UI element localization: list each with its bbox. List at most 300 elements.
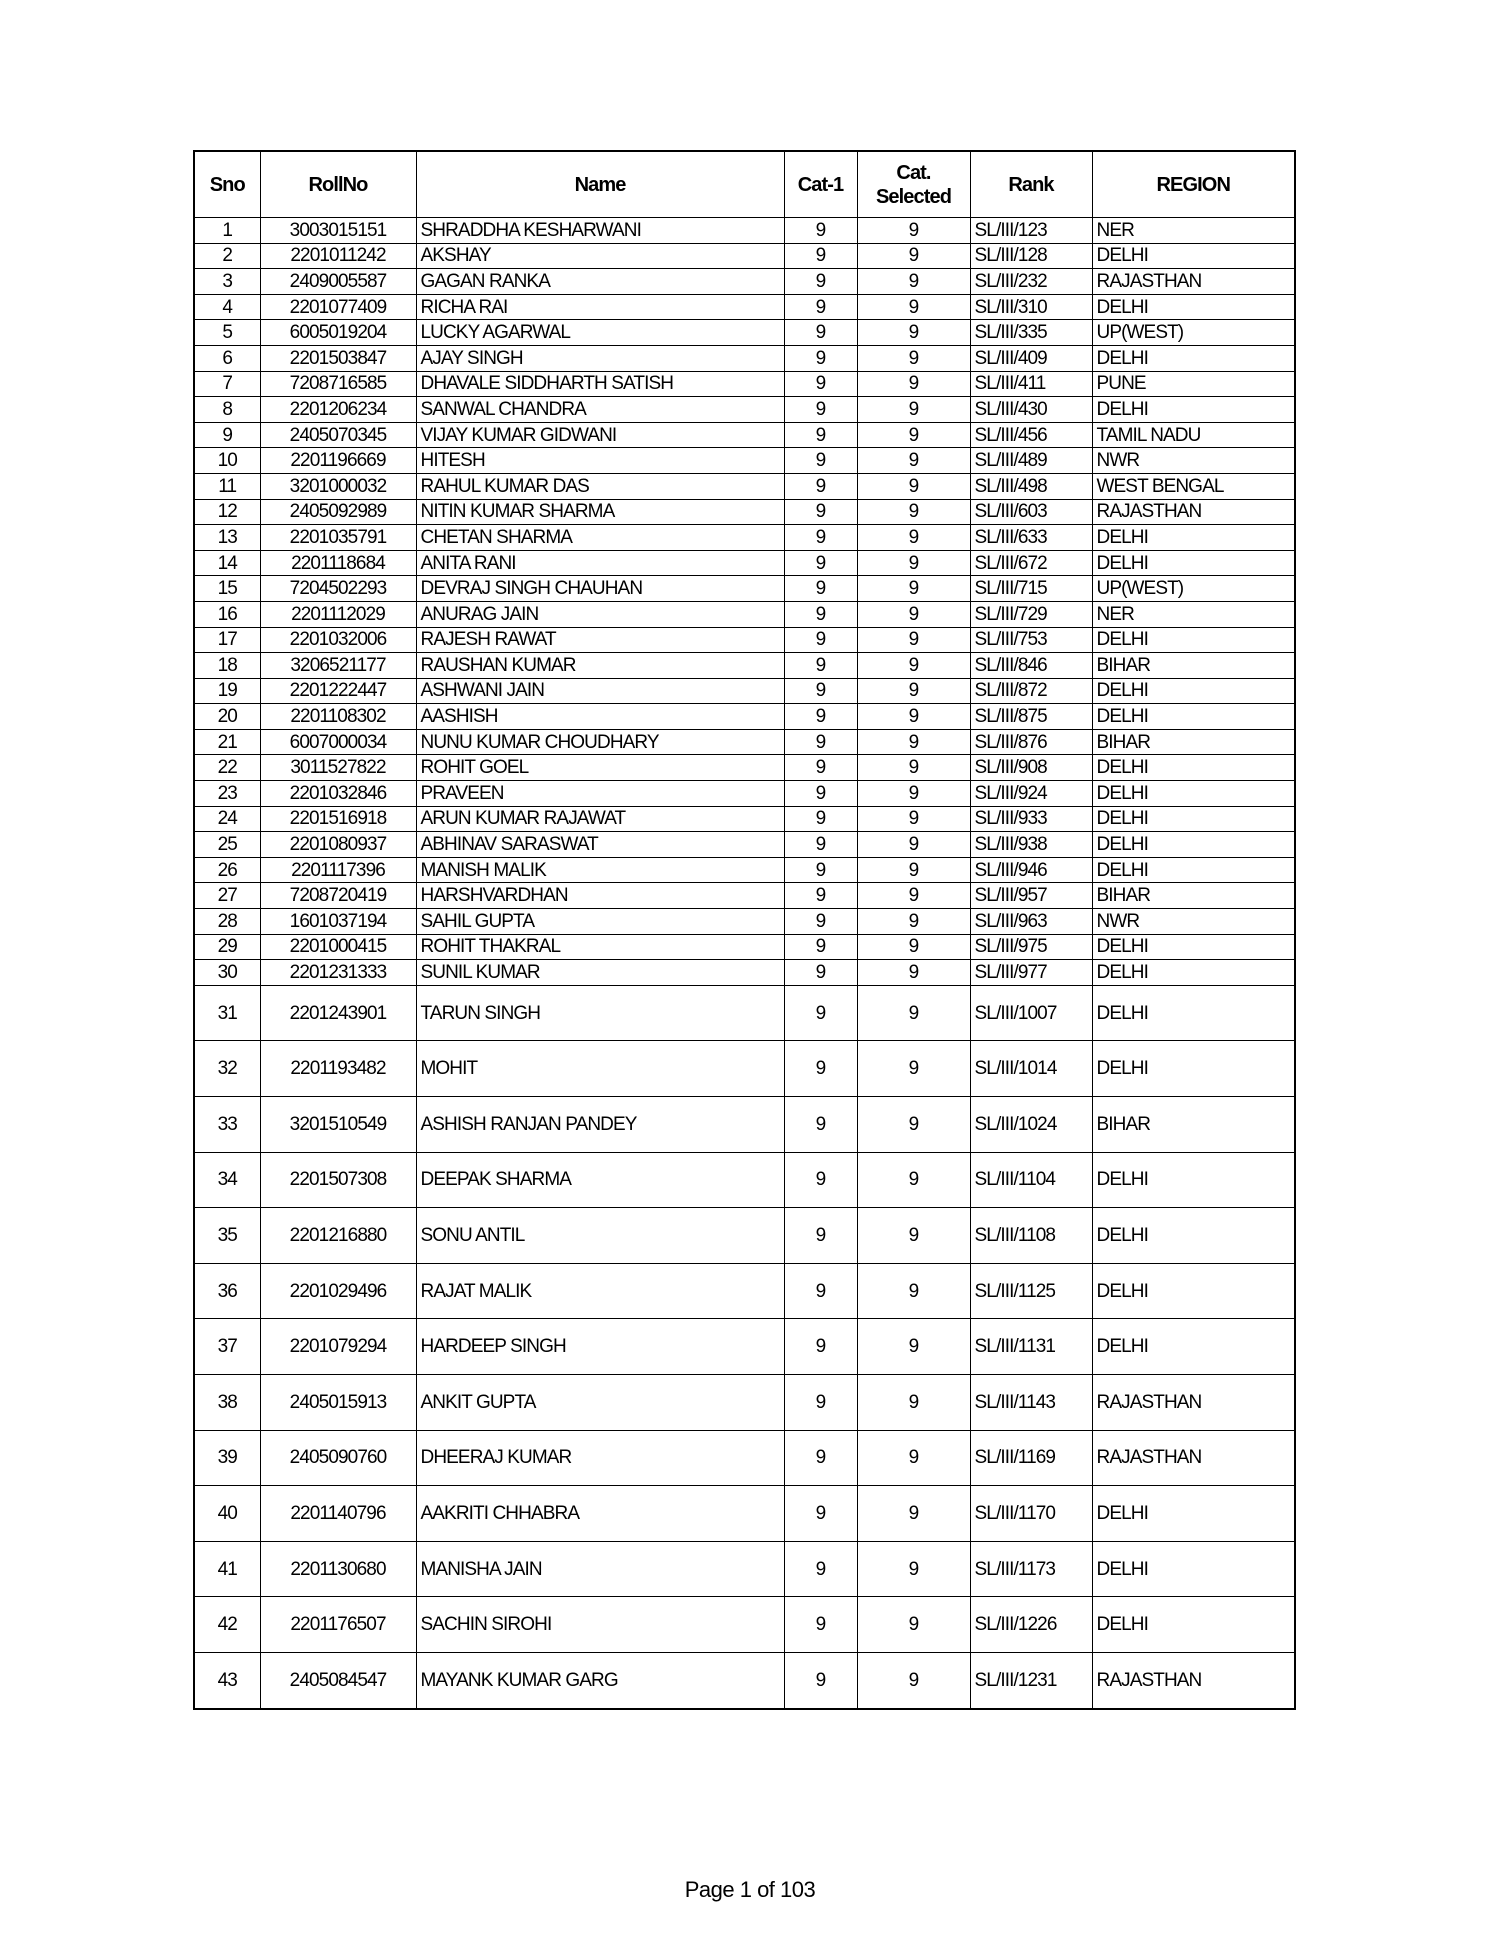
cell-sno: 22 [194, 755, 260, 781]
cell-cat1: 9 [784, 448, 857, 474]
table-row [194, 1541, 1295, 1597]
cell-region: UP(WEST) [1092, 320, 1295, 346]
table-row [194, 678, 1295, 704]
cell-cat1: 9 [784, 704, 857, 730]
cell-name: SUNIL KUMAR [416, 960, 784, 986]
cell-name: SHRADDHA KESHARWANI [416, 218, 784, 244]
cell-cat1: 9 [784, 729, 857, 755]
cell-cat1: 9 [784, 1597, 857, 1653]
cell-cat1: 9 [784, 1097, 857, 1153]
cell-rollno: 2201243901 [260, 985, 416, 1041]
cell-rollno: 2201079294 [260, 1319, 416, 1375]
cell-rollno: 2405092989 [260, 499, 416, 525]
cell-sno: 4 [194, 294, 260, 320]
cell-name: ROHIT GOEL [416, 755, 784, 781]
cell-region: DELHI [1092, 1041, 1295, 1097]
cell-name: DHAVALE SIDDHARTH SATISH [416, 371, 784, 397]
cell-sno: 14 [194, 550, 260, 576]
cell-rollno: 2201176507 [260, 1597, 416, 1653]
cell-cat-selected: 9 [857, 1374, 970, 1430]
table-row [194, 934, 1295, 960]
table-row [194, 1208, 1295, 1264]
cell-cat1: 9 [784, 397, 857, 423]
cell-sno: 11 [194, 473, 260, 499]
cell-cat1: 9 [784, 1208, 857, 1264]
cell-region: DELHI [1092, 781, 1295, 807]
cell-cat-selected: 9 [857, 1208, 970, 1264]
cell-rollno: 2201503847 [260, 345, 416, 371]
cell-name: SAHIL GUPTA [416, 909, 784, 935]
cell-rollno: 3206521177 [260, 653, 416, 679]
cell-rank: SL/III/975 [970, 934, 1092, 960]
cell-rank: SL/III/924 [970, 781, 1092, 807]
cell-rollno: 6007000034 [260, 729, 416, 755]
cell-cat-selected: 9 [857, 397, 970, 423]
cell-region: DELHI [1092, 550, 1295, 576]
cell-name: DEEPAK SHARMA [416, 1152, 784, 1208]
cell-cat-selected: 9 [857, 1263, 970, 1319]
cell-sno: 2 [194, 243, 260, 269]
cell-rollno: 2201112029 [260, 601, 416, 627]
cell-name: DHEERAJ KUMAR [416, 1430, 784, 1486]
cell-cat-selected: 9 [857, 934, 970, 960]
cell-cat-selected: 9 [857, 601, 970, 627]
cell-rollno: 7208720419 [260, 883, 416, 909]
cell-rank: SL/III/846 [970, 653, 1092, 679]
results-table [193, 150, 1296, 1710]
cell-region: PUNE [1092, 371, 1295, 397]
cell-rollno: 2201507308 [260, 1152, 416, 1208]
cell-rank: SL/III/1108 [970, 1208, 1092, 1264]
cell-cat1: 9 [784, 499, 857, 525]
cell-region: RAJASTHAN [1092, 499, 1295, 525]
cell-cat-selected: 9 [857, 448, 970, 474]
cell-cat1: 9 [784, 1041, 857, 1097]
cell-rollno: 2201035791 [260, 525, 416, 551]
cell-rank: SL/III/1131 [970, 1319, 1092, 1375]
cell-name: MANISHA JAIN [416, 1541, 784, 1597]
table-row [194, 422, 1295, 448]
cell-region: DELHI [1092, 294, 1295, 320]
cell-cat1: 9 [784, 653, 857, 679]
cell-sno: 34 [194, 1152, 260, 1208]
table-row [194, 1263, 1295, 1319]
cell-sno: 35 [194, 1208, 260, 1264]
table-row [194, 729, 1295, 755]
cell-cat1: 9 [784, 1152, 857, 1208]
cell-sno: 19 [194, 678, 260, 704]
table-row [194, 576, 1295, 602]
cell-sno: 10 [194, 448, 260, 474]
cell-rank: SL/III/938 [970, 832, 1092, 858]
table-row [194, 781, 1295, 807]
cell-region: DELHI [1092, 985, 1295, 1041]
page-number: Page 1 of 103 [684, 1877, 816, 1902]
cell-cat1: 9 [784, 755, 857, 781]
cell-sno: 21 [194, 729, 260, 755]
cell-name: MANISH MALIK [416, 857, 784, 883]
cell-rank: SL/III/1007 [970, 985, 1092, 1041]
cell-region: NER [1092, 601, 1295, 627]
cell-cat1: 9 [784, 601, 857, 627]
cell-name: GAGAN RANKA [416, 269, 784, 295]
cell-cat1: 9 [784, 345, 857, 371]
header-cat-selected-line2: Selected [875, 185, 952, 208]
cell-rank: SL/III/411 [970, 371, 1092, 397]
cell-name: ARUN KUMAR RAJAWAT [416, 806, 784, 832]
cell-region: DELHI [1092, 1263, 1295, 1319]
cell-region: DELHI [1092, 1486, 1295, 1542]
cell-rollno: 2405015913 [260, 1374, 416, 1430]
cell-rollno: 2201130680 [260, 1541, 416, 1597]
cell-cat-selected: 9 [857, 653, 970, 679]
cell-sno: 43 [194, 1652, 260, 1708]
cell-rank: SL/III/729 [970, 601, 1092, 627]
header-cat-selected-line1: Cat. [896, 161, 931, 184]
cell-rank: SL/III/946 [970, 857, 1092, 883]
cell-cat1: 9 [784, 422, 857, 448]
cell-sno: 1 [194, 218, 260, 244]
cell-sno: 37 [194, 1319, 260, 1375]
cell-region: DELHI [1092, 345, 1295, 371]
cell-sno: 42 [194, 1597, 260, 1653]
cell-name: LUCKY AGARWAL [416, 320, 784, 346]
table-row [194, 1430, 1295, 1486]
cell-region: DELHI [1092, 243, 1295, 269]
table-row [194, 499, 1295, 525]
cell-cat-selected: 9 [857, 1097, 970, 1153]
cell-name: ASHISH RANJAN PANDEY [416, 1097, 784, 1153]
table-row [194, 1097, 1295, 1153]
cell-region: BIHAR [1092, 1097, 1295, 1153]
cell-cat1: 9 [784, 960, 857, 986]
cell-sno: 30 [194, 960, 260, 986]
cell-name: DEVRAJ SINGH CHAUHAN [416, 576, 784, 602]
cell-sno: 16 [194, 601, 260, 627]
cell-rank: SL/III/1143 [970, 1374, 1092, 1430]
cell-rollno: 2201196669 [260, 448, 416, 474]
header-rollno: RollNo [260, 151, 416, 218]
cell-cat1: 9 [784, 371, 857, 397]
cell-rollno: 2405090760 [260, 1430, 416, 1486]
cell-region: DELHI [1092, 627, 1295, 653]
cell-name: RAJESH RAWAT [416, 627, 784, 653]
cell-cat1: 9 [784, 678, 857, 704]
cell-name: AJAY SINGH [416, 345, 784, 371]
cell-region: DELHI [1092, 1152, 1295, 1208]
cell-cat1: 9 [784, 320, 857, 346]
cell-rollno: 2201029496 [260, 1263, 416, 1319]
cell-sno: 17 [194, 627, 260, 653]
cell-sno: 13 [194, 525, 260, 551]
table-row [194, 1597, 1295, 1653]
cell-sno: 40 [194, 1486, 260, 1542]
table-row [194, 909, 1295, 935]
cell-name: ANURAG JAIN [416, 601, 784, 627]
cell-region: UP(WEST) [1092, 576, 1295, 602]
cell-cat-selected: 9 [857, 320, 970, 346]
cell-name: ROHIT THAKRAL [416, 934, 784, 960]
header-cat-selected [857, 151, 970, 218]
cell-rank: SL/III/1104 [970, 1152, 1092, 1208]
cell-rank: SL/III/603 [970, 499, 1092, 525]
cell-rank: SL/III/672 [970, 550, 1092, 576]
cell-sno: 20 [194, 704, 260, 730]
cell-cat-selected: 9 [857, 243, 970, 269]
cell-rank: SL/III/1125 [970, 1263, 1092, 1319]
cell-region: NWR [1092, 909, 1295, 935]
cell-cat-selected: 9 [857, 1152, 970, 1208]
cell-name: MOHIT [416, 1041, 784, 1097]
table-row [194, 1319, 1295, 1375]
cell-sno: 32 [194, 1041, 260, 1097]
cell-name: AASHISH [416, 704, 784, 730]
cell-name: NUNU KUMAR CHOUDHARY [416, 729, 784, 755]
cell-rank: SL/III/753 [970, 627, 1092, 653]
cell-sno: 24 [194, 806, 260, 832]
cell-sno: 6 [194, 345, 260, 371]
cell-name: SONU ANTIL [416, 1208, 784, 1264]
cell-rank: SL/III/456 [970, 422, 1092, 448]
cell-rank: SL/III/310 [970, 294, 1092, 320]
cell-name: SANWAL CHANDRA [416, 397, 784, 423]
cell-region: NWR [1092, 448, 1295, 474]
cell-cat1: 9 [784, 934, 857, 960]
cell-cat1: 9 [784, 1486, 857, 1542]
cell-cat1: 9 [784, 1374, 857, 1430]
cell-cat1: 9 [784, 1541, 857, 1597]
cell-sno: 36 [194, 1263, 260, 1319]
cell-rank: SL/III/430 [970, 397, 1092, 423]
cell-rank: SL/III/957 [970, 883, 1092, 909]
cell-rollno: 2201032006 [260, 627, 416, 653]
cell-sno: 31 [194, 985, 260, 1041]
cell-cat-selected: 9 [857, 525, 970, 551]
cell-cat-selected: 9 [857, 1541, 970, 1597]
cell-cat1: 9 [784, 473, 857, 499]
table-row [194, 397, 1295, 423]
cell-region: BIHAR [1092, 883, 1295, 909]
table-row [194, 883, 1295, 909]
cell-sno: 15 [194, 576, 260, 602]
cell-region: WEST BENGAL [1092, 473, 1295, 499]
cell-sno: 8 [194, 397, 260, 423]
cell-rollno: 3201000032 [260, 473, 416, 499]
table-row [194, 269, 1295, 295]
cell-cat-selected: 9 [857, 550, 970, 576]
table-row [194, 985, 1295, 1041]
table-row [194, 627, 1295, 653]
cell-name: ABHINAV SARASWAT [416, 832, 784, 858]
cell-cat1: 9 [784, 294, 857, 320]
table-row [194, 525, 1295, 551]
cell-name: HITESH [416, 448, 784, 474]
cell-cat-selected: 9 [857, 985, 970, 1041]
cell-rollno: 2201516918 [260, 806, 416, 832]
cell-region: DELHI [1092, 678, 1295, 704]
cell-rank: SL/III/872 [970, 678, 1092, 704]
cell-cat1: 9 [784, 243, 857, 269]
table-row [194, 448, 1295, 474]
cell-name: ASHWANI JAIN [416, 678, 784, 704]
cell-region: DELHI [1092, 806, 1295, 832]
cell-sno: 25 [194, 832, 260, 858]
table-header-row [194, 151, 1295, 218]
cell-name: AAKRITI CHHABRA [416, 1486, 784, 1542]
header-rank: Rank [970, 151, 1092, 218]
cell-cat1: 9 [784, 1263, 857, 1319]
cell-rank: SL/III/1014 [970, 1041, 1092, 1097]
cell-name: TARUN SINGH [416, 985, 784, 1041]
cell-cat-selected: 9 [857, 729, 970, 755]
cell-cat-selected: 9 [857, 755, 970, 781]
cell-name: AKSHAY [416, 243, 784, 269]
table-row [194, 1374, 1295, 1430]
cell-sno: 7 [194, 371, 260, 397]
cell-cat1: 9 [784, 781, 857, 807]
cell-sno: 5 [194, 320, 260, 346]
cell-cat1: 9 [784, 883, 857, 909]
cell-name: HARSHVARDHAN [416, 883, 784, 909]
table-row [194, 704, 1295, 730]
table-body [194, 218, 1295, 1709]
cell-region: RAJASTHAN [1092, 1374, 1295, 1430]
cell-region: DELHI [1092, 857, 1295, 883]
cell-rollno: 6005019204 [260, 320, 416, 346]
table-row [194, 960, 1295, 986]
table-row [194, 243, 1295, 269]
cell-region: DELHI [1092, 960, 1295, 986]
cell-rank: SL/III/876 [970, 729, 1092, 755]
cell-rollno: 1601037194 [260, 909, 416, 935]
cell-sno: 29 [194, 934, 260, 960]
header-name: Name [416, 151, 784, 218]
cell-name: SACHIN SIROHI [416, 1597, 784, 1653]
cell-rollno: 3011527822 [260, 755, 416, 781]
cell-cat-selected: 9 [857, 883, 970, 909]
table-row [194, 601, 1295, 627]
cell-rollno: 2201077409 [260, 294, 416, 320]
cell-region: DELHI [1092, 525, 1295, 551]
cell-rollno: 2405084547 [260, 1652, 416, 1708]
cell-name: RAUSHAN KUMAR [416, 653, 784, 679]
cell-rollno: 2201000415 [260, 934, 416, 960]
cell-rank: SL/III/1226 [970, 1597, 1092, 1653]
cell-rank: SL/III/908 [970, 755, 1092, 781]
table-row [194, 550, 1295, 576]
cell-region: RAJASTHAN [1092, 269, 1295, 295]
table-row [194, 832, 1295, 858]
cell-cat-selected: 9 [857, 857, 970, 883]
cell-rollno: 3201510549 [260, 1097, 416, 1153]
cell-region: BIHAR [1092, 729, 1295, 755]
cell-region: DELHI [1092, 397, 1295, 423]
cell-rank: SL/III/1024 [970, 1097, 1092, 1153]
cell-rank: SL/III/977 [970, 960, 1092, 986]
cell-cat-selected: 9 [857, 832, 970, 858]
cell-name: MAYANK KUMAR GARG [416, 1652, 784, 1708]
cell-cat-selected: 9 [857, 269, 970, 295]
cell-region: DELHI [1092, 704, 1295, 730]
cell-cat-selected: 9 [857, 1319, 970, 1375]
table-row [194, 755, 1295, 781]
cell-rollno: 2201117396 [260, 857, 416, 883]
cell-sno: 18 [194, 653, 260, 679]
header-cat1: Cat-1 [784, 151, 857, 218]
cell-rollno: 7204502293 [260, 576, 416, 602]
cell-cat-selected: 9 [857, 499, 970, 525]
cell-sno: 27 [194, 883, 260, 909]
cell-region: DELHI [1092, 832, 1295, 858]
cell-rank: SL/III/963 [970, 909, 1092, 935]
cell-cat1: 9 [784, 550, 857, 576]
cell-rank: SL/III/875 [970, 704, 1092, 730]
cell-cat1: 9 [784, 1319, 857, 1375]
cell-rollno: 7208716585 [260, 371, 416, 397]
cell-cat1: 9 [784, 576, 857, 602]
cell-sno: 33 [194, 1097, 260, 1153]
cell-cat1: 9 [784, 269, 857, 295]
cell-region: RAJASTHAN [1092, 1430, 1295, 1486]
cell-name: PRAVEEN [416, 781, 784, 807]
cell-cat-selected: 9 [857, 678, 970, 704]
cell-rollno: 2201231333 [260, 960, 416, 986]
table-row [194, 473, 1295, 499]
cell-region: DELHI [1092, 934, 1295, 960]
cell-region: DELHI [1092, 755, 1295, 781]
table-row [194, 218, 1295, 244]
cell-rank: SL/III/715 [970, 576, 1092, 602]
cell-rollno: 2201193482 [260, 1041, 416, 1097]
cell-cat-selected: 9 [857, 1486, 970, 1542]
table-row [194, 1152, 1295, 1208]
cell-cat-selected: 9 [857, 781, 970, 807]
cell-cat-selected: 9 [857, 218, 970, 244]
cell-cat-selected: 9 [857, 1597, 970, 1653]
cell-cat-selected: 9 [857, 422, 970, 448]
cell-name: VIJAY KUMAR GIDWANI [416, 422, 784, 448]
cell-cat-selected: 9 [857, 371, 970, 397]
cell-name: RAHUL KUMAR DAS [416, 473, 784, 499]
cell-name: ANITA RANI [416, 550, 784, 576]
table-row [194, 857, 1295, 883]
cell-cat-selected: 9 [857, 1430, 970, 1486]
cell-rank: SL/III/1169 [970, 1430, 1092, 1486]
cell-cat-selected: 9 [857, 1652, 970, 1708]
cell-sno: 23 [194, 781, 260, 807]
cell-region: DELHI [1092, 1597, 1295, 1653]
table-row [194, 294, 1295, 320]
cell-rank: SL/III/232 [970, 269, 1092, 295]
cell-name: RAJAT MALIK [416, 1263, 784, 1319]
cell-region: TAMIL NADU [1092, 422, 1295, 448]
cell-name: CHETAN SHARMA [416, 525, 784, 551]
cell-rollno: 2201118684 [260, 550, 416, 576]
cell-cat1: 9 [784, 1652, 857, 1708]
cell-name: RICHA RAI [416, 294, 784, 320]
cell-sno: 38 [194, 1374, 260, 1430]
cell-sno: 26 [194, 857, 260, 883]
table-row [194, 806, 1295, 832]
cell-rollno: 2405070345 [260, 422, 416, 448]
cell-region: DELHI [1092, 1208, 1295, 1264]
cell-rank: SL/III/128 [970, 243, 1092, 269]
cell-region: DELHI [1092, 1319, 1295, 1375]
cell-rollno: 2201011242 [260, 243, 416, 269]
header-region: REGION [1092, 151, 1295, 218]
cell-cat1: 9 [784, 857, 857, 883]
cell-rollno: 2409005587 [260, 269, 416, 295]
